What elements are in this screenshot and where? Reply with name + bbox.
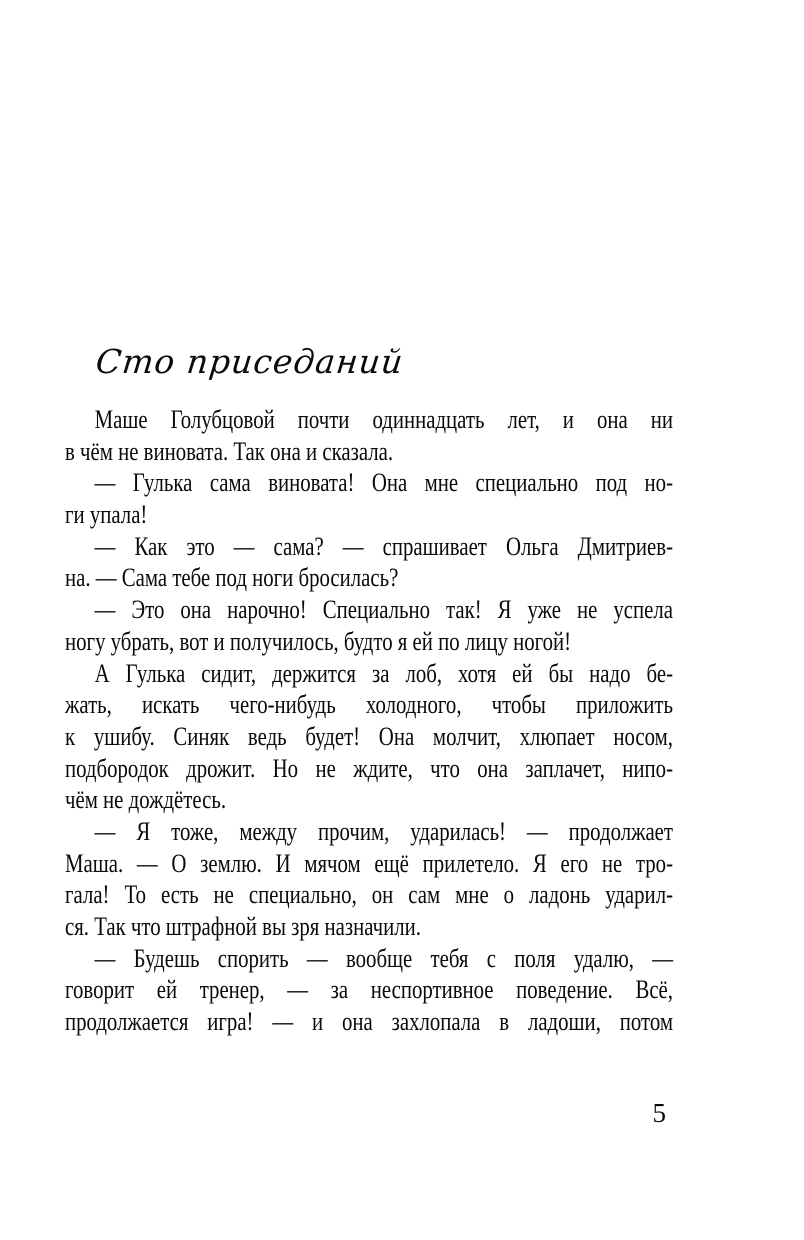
- text-line: гала! То есть не специально, он сам мне о ладонь ударил-: [65, 880, 673, 910]
- text-line: чём не дождётесь.: [65, 785, 227, 815]
- text-line: на. — Сама тебе под ноги бросилась?: [65, 563, 399, 593]
- text-line: ся. Так что штрафной вы зря назначили.: [65, 912, 421, 941]
- text-line: — Как это — сама? — спрашивает Ольга Дмитриев-: [94, 531, 674, 561]
- text-line: Маша. — О землю. И мячом ещё прилетело. Я его не тро-: [65, 848, 673, 878]
- paragraph: [65, 816, 673, 943]
- text-line: А Гулька сидит, держится за лоб, хотя ей бы надо бе-: [94, 658, 674, 688]
- text-line: — Я тоже, между прочим, ударилась! — продолжает: [94, 816, 674, 846]
- paragraph: [65, 531, 673, 594]
- text-line: говорит ей тренер, — за неспортивное поведение. Всё,: [65, 975, 673, 1005]
- text-line: — Это она нарочно! Специально так! Я уже не успела: [94, 595, 674, 625]
- paragraph: [65, 467, 673, 530]
- text-block: [65, 404, 673, 1038]
- text-line: жать, искать чего-нибудь холодного, чтобы приложить: [65, 690, 673, 720]
- text-line: в чём не виновата. Так она и сказала.: [65, 436, 394, 466]
- text-line: — Будешь спорить — вообще тебя с поля удалю, —: [94, 943, 674, 973]
- text-line: Маше Голубцовой почти одиннадцать лет, и она ни: [94, 405, 674, 434]
- paragraph: [65, 658, 673, 816]
- page-number: 5: [652, 1098, 666, 1128]
- text-line: продолжается игра! — и она захлопала в ладоши, потом: [65, 1007, 673, 1037]
- text-line: ги упала!: [65, 500, 148, 530]
- text-line: к ушибу. Синяк ведь будет! Она молчит, хлюпает носом,: [65, 721, 673, 751]
- text-line: ногу убрать, вот и получилось, будто я ей по лицу ногой!: [65, 626, 572, 656]
- paragraph: [65, 404, 673, 467]
- chapter-title: Сто приседаний: [94, 342, 406, 381]
- paragraph: [65, 594, 673, 657]
- text-line: — Гулька сама виновата! Она мне специально под но-: [94, 468, 674, 498]
- paragraph: [65, 943, 673, 1038]
- text-line: подбородок дрожит. Но не ждите, что она заплачет, нипо-: [65, 753, 673, 783]
